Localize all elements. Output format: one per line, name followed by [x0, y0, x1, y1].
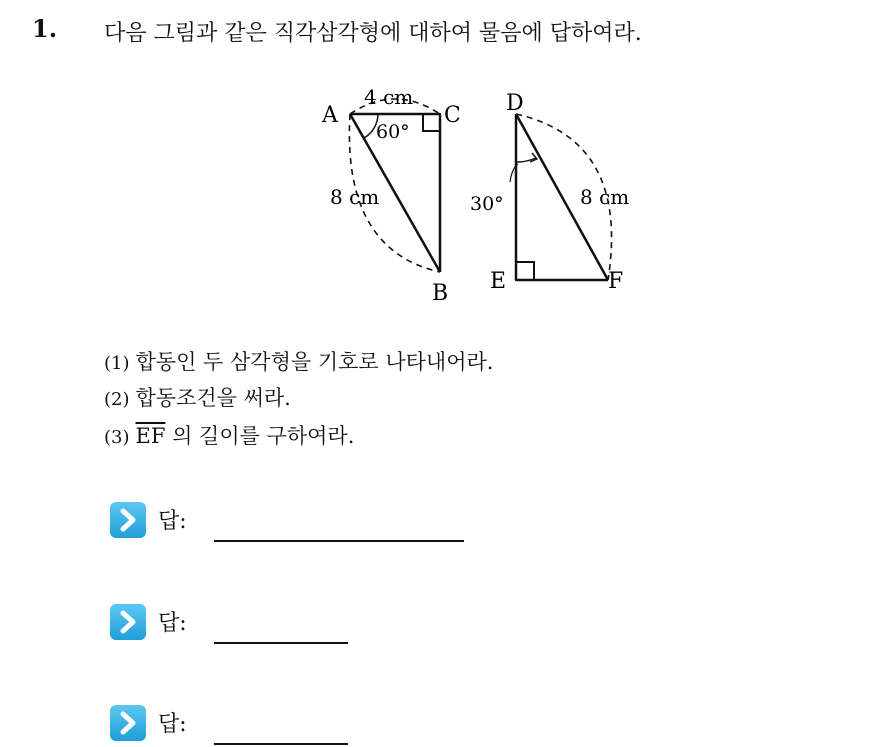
answer-blank[interactable]	[214, 540, 464, 542]
vertex-b-label: B	[432, 281, 449, 306]
segment-ef: $\overline{EF}$	[135, 424, 166, 448]
answer-label: 답:	[158, 712, 187, 737]
subquestion-number: (2)	[104, 389, 130, 410]
subquestion-number: (3)	[104, 427, 130, 448]
answer-label: 답:	[158, 611, 187, 636]
answer-blank[interactable]	[214, 743, 348, 745]
subquestion-text: 의 길이를 구하여라.	[165, 424, 355, 448]
vertex-e-label: E	[490, 269, 507, 294]
chevron-right-icon	[110, 705, 146, 741]
subquestion-1	[104, 346, 493, 376]
subquestion-2	[104, 382, 291, 412]
vertex-d-label: D	[506, 91, 524, 116]
subquestion-text: 합동조건을 써라.	[135, 386, 291, 410]
vertex-f-label: F	[608, 269, 624, 294]
question-text: 다음 그림과 같은 직각삼각형에 대하여 물음에 답하여라.	[104, 21, 642, 46]
subquestion-3	[104, 420, 354, 450]
answer-row-1	[110, 502, 510, 542]
answer-row-2	[110, 604, 510, 644]
subquestion-number: (1)	[104, 353, 130, 374]
triangle-figure	[300, 70, 660, 310]
chevron-right-icon	[110, 502, 146, 538]
ac-length-label: 4 cm	[364, 85, 414, 109]
vertex-c-label: C	[444, 103, 461, 128]
answer-row-3	[110, 705, 510, 745]
answer-blank[interactable]	[214, 642, 348, 644]
df-length-label: 8 cm	[580, 185, 630, 209]
chevron-right-icon	[110, 604, 146, 640]
answer-label: 답:	[158, 509, 187, 534]
subquestion-text: 합동인 두 삼각형을 기호로 나타내어라.	[135, 350, 494, 374]
question-number: 1.	[32, 14, 58, 43]
angle-a-label: 60°	[376, 121, 410, 143]
angle-d-label: 30°	[470, 193, 504, 215]
ab-length-label: 8 cm	[330, 185, 380, 209]
vertex-a-label: A	[322, 103, 338, 128]
